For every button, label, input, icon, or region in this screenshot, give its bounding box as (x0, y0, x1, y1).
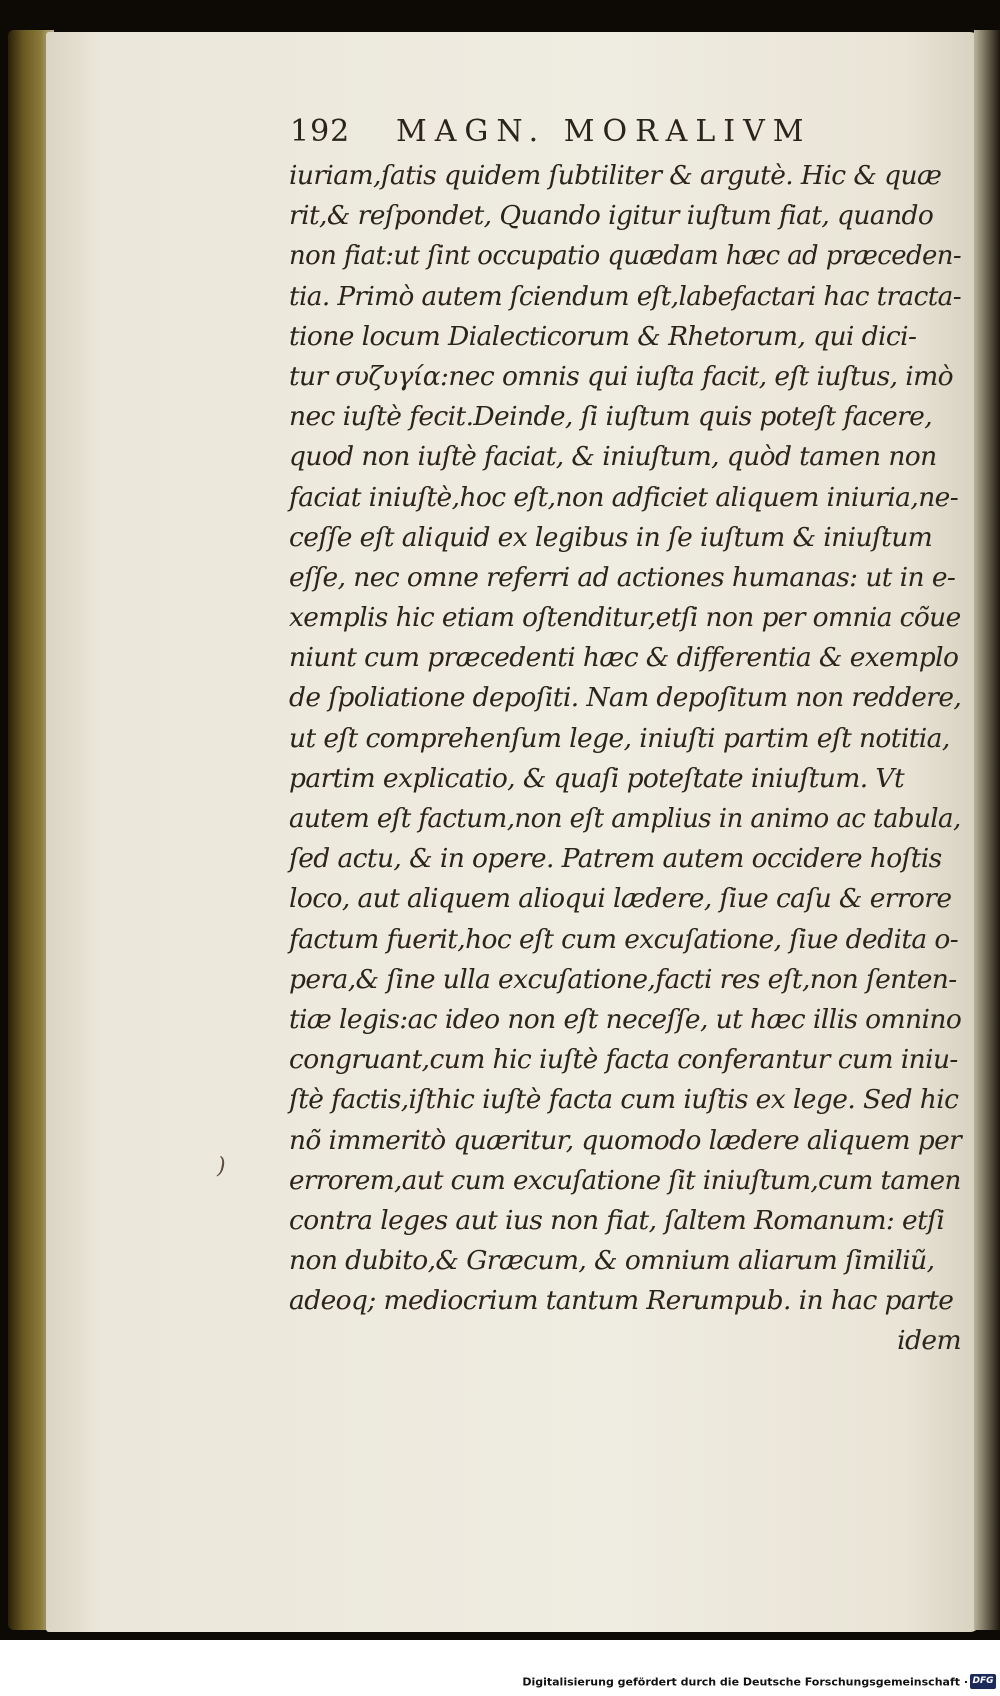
running-title: MAGN. MORALIVM (396, 114, 812, 149)
text-line: iuriam,ſatis quidem ſubtiliter & argutè. Hic & quæ (289, 160, 942, 191)
text-line: xemplis hic etiam oſtenditur,etſi non per omnia cõue (289, 602, 961, 634)
digitization-credit: Digitalisierung gefördert durch die Deutsche Forschungsgemeinschaft · (522, 1675, 968, 1689)
text-line: de ſpoliatione depoſiti. Nam depoſitum non reddere, (289, 682, 962, 714)
text-line: factum fuerit,hoc eſt cum excuſatione, ſiue dedita o- (289, 923, 959, 955)
text-line: faciat iniuſtè,hoc eſt,non adficiet aliquem iniuria,ne- (289, 481, 959, 513)
text-line: adeoq; mediocrium tantum Rerumpub. in hac parte (289, 1285, 954, 1317)
margin-mark: ) (217, 1154, 226, 1179)
text-line: non fiat:ut ſint occupatio quædam hæc ad præceden- (289, 240, 962, 272)
text-line: loco, aut aliquem alioqui lædere, ſiue caſu & errore (289, 883, 952, 915)
page-fore-edge (974, 30, 1000, 1630)
text-line: niunt cum præcedenti hæc & differentia & exemplo (289, 642, 959, 674)
text-line: eſſe, nec omne referri ad actiones humanas: ut in e- (289, 561, 956, 593)
text-line: tia. Primò autem ſciendum eſt,labefactari hac tracta- (289, 280, 962, 312)
text-line: partim explicatio, & quaſi poteſtate iniuſtum. Vt (289, 762, 904, 794)
text-line: ſtè factis,iſthic iuſtè facta cum iuſtis ex lege. Sed hic (289, 1084, 959, 1116)
text-line: non dubito,& Græcum, & omnium aliarum ſimiliũ, (289, 1245, 935, 1277)
catchword: idem (897, 1325, 961, 1357)
text-line: contra leges aut ius non fiat, ſaltem Romanum: etſi (289, 1204, 945, 1236)
text-line: ceſſe eſt aliquid ex legibus in ſe iuſtum & iniuſtum (289, 521, 933, 553)
page-number: 192 (290, 114, 351, 149)
text-line: autem eſt factum,non eſt amplius in animo ac tabula, (289, 803, 961, 834)
text-line: tur συζυγία:nec omnis qui iuſta facit, eſt iuſtus, imò (289, 360, 954, 392)
text-line: tiæ legis:ac ideo non eſt neceſſe, ut hæc illis omnino (289, 1003, 962, 1035)
dfg-logo: DFG (970, 1674, 996, 1689)
body-text (289, 156, 961, 1362)
text-line: ut eſt comprehenſum lege, iniuſti partim eſt notitia, (289, 722, 950, 754)
text-line: rit,& reſpondet, Quando igitur iuſtum fiat, quando (289, 200, 934, 232)
text-line: nec iuſtè fecit.Deinde, ſi iuſtum quis poteſt facere, (289, 401, 933, 433)
text-line: pera,& ſine ulla excuſatione,facti res eſt,non ſenten- (289, 963, 957, 995)
text-line: tione locum Dialecticorum & Rhetorum, qui dici- (289, 320, 917, 352)
text-line: quod non iuſtè faciat, & iniuſtum, quòd tamen non (289, 441, 937, 473)
text-line: errorem,aut cum excuſatione ſit iniuſtum,cum tamen (289, 1164, 961, 1196)
text-line: congruant,cum hic iuſtè facta conferantur cum iniu- (289, 1044, 958, 1076)
text-line: nõ immeritò quæritur, quomodo lædere aliquem per (289, 1124, 962, 1156)
text-line: ſed actu, & in opere. Patrem autem occidere hoſtis (289, 843, 942, 875)
page-header (290, 108, 930, 158)
